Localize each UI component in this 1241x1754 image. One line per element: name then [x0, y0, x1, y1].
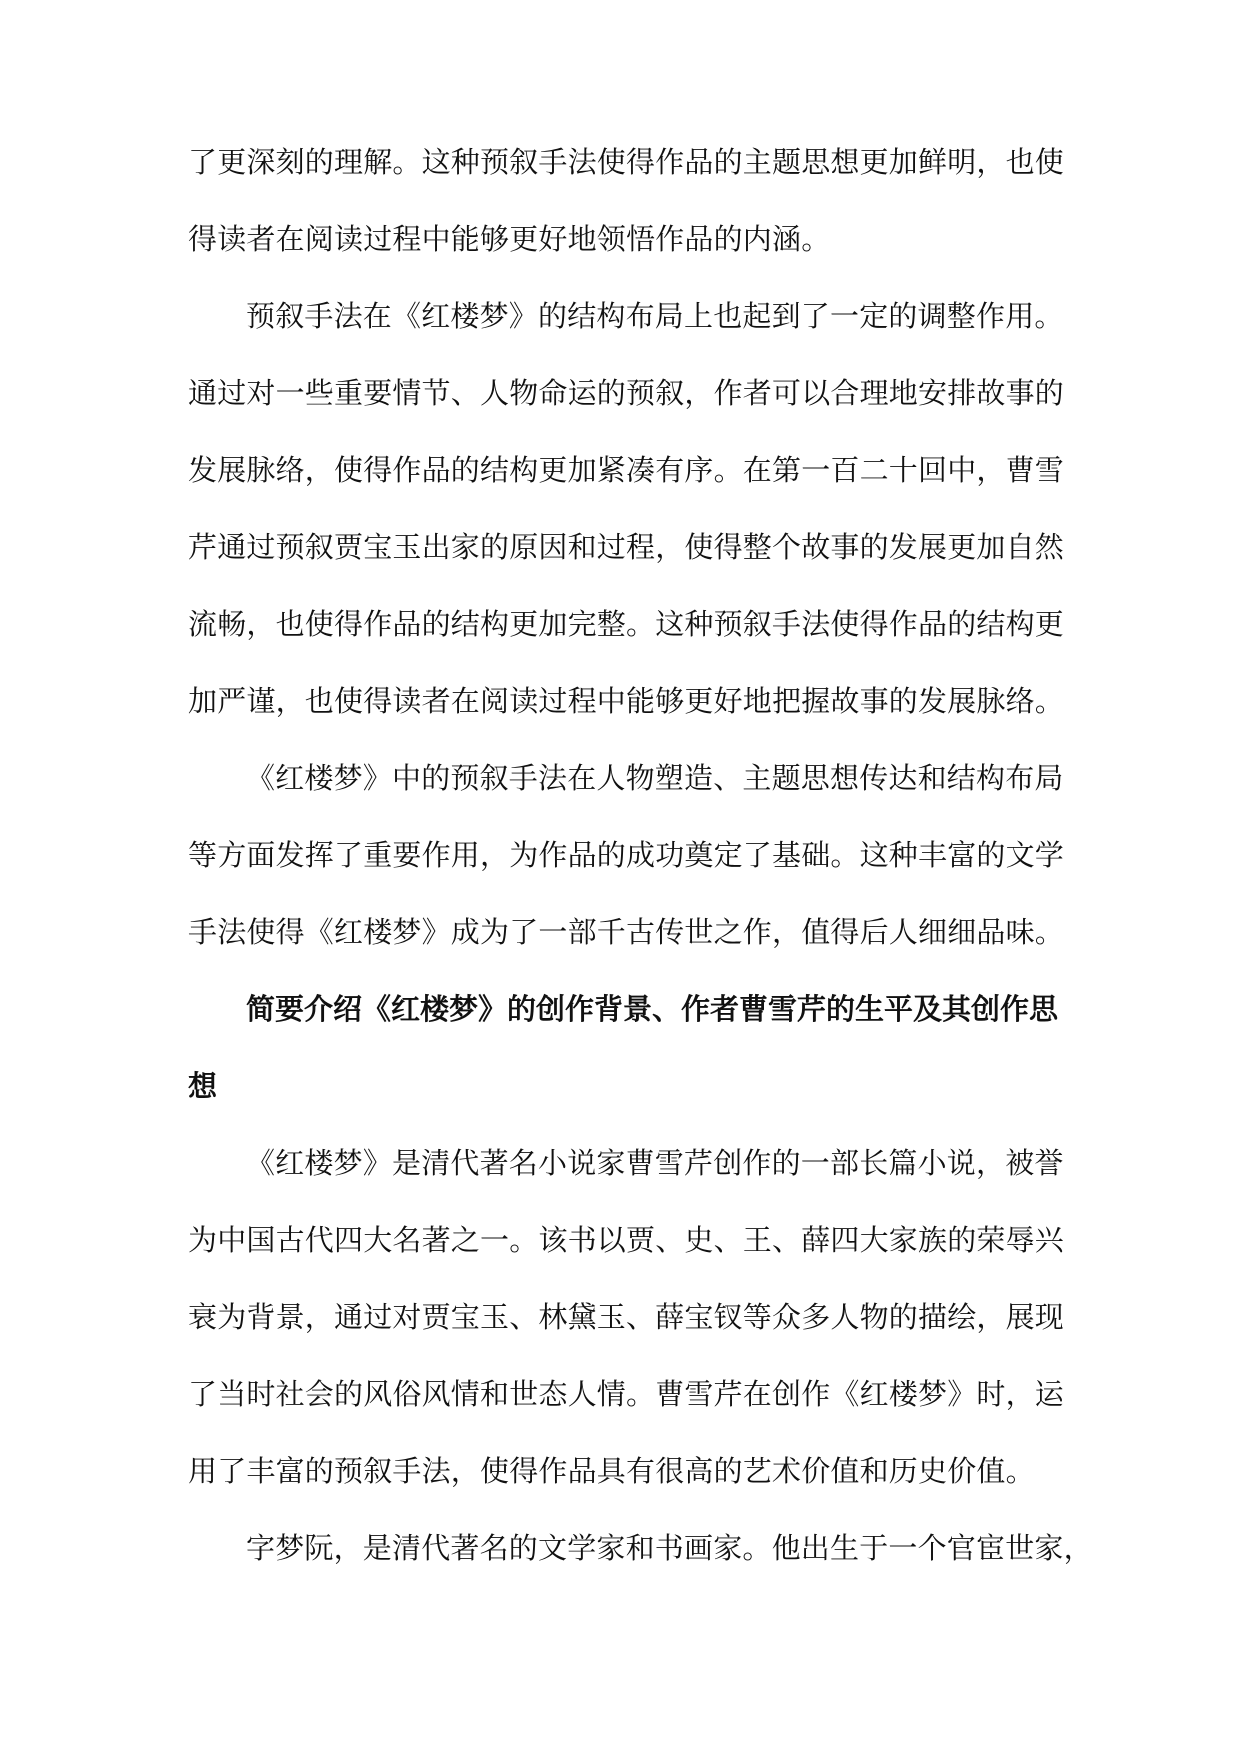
paragraph-line: 得读者在阅读过程中能够更好地领悟作品的内涵。 [188, 222, 831, 256]
paragraph-line: 字梦阮，是清代著名的文学家和书画家。他出生于一个官宦世家， [246, 1531, 1093, 1565]
paragraph-line: 《红楼梦》是清代著名小说家曹雪芹创作的一部长篇小说，被誉 [246, 1146, 1064, 1180]
paragraph-line: 发展脉络，使得作品的结构更加紧凑有序。在第一百二十回中，曹雪 [188, 453, 1065, 487]
paragraph-line: 流畅，也使得作品的结构更加完整。这种预叙手法使得作品的结构更 [188, 607, 1065, 641]
paragraph-line: 预叙手法在《红楼梦》的结构布局上也起到了一定的调整作用。 [246, 299, 1064, 333]
paragraph-line: 为中国古代四大名著之一。该书以贾、史、王、薛四大家族的荣辱兴 [188, 1223, 1065, 1257]
section-heading-continuation: 想 [188, 1069, 218, 1103]
paragraph-line: 用了丰富的预叙手法，使得作品具有很高的艺术价值和历史价值。 [188, 1454, 1035, 1488]
paragraph-line: 了更深刻的理解。这种预叙手法使得作品的主题思想更加鲜明，也使 [188, 145, 1065, 179]
paragraph-line: 通过对一些重要情节、人物命运的预叙，作者可以合理地安排故事的 [188, 376, 1065, 410]
paragraph-line: 等方面发挥了重要作用，为作品的成功奠定了基础。这种丰富的文学 [188, 838, 1065, 872]
paragraph-line: 了当时社会的风俗风情和世态人情。曹雪芹在创作《红楼梦》时，运 [188, 1377, 1065, 1411]
document-body [188, 138, 1093, 1601]
paragraph-line: 《红楼梦》中的预叙手法在人物塑造、主题思想传达和结构布局 [246, 761, 1064, 795]
paragraph-line: 手法使得《红楼梦》成为了一部千古传世之作，值得后人细细品味。 [188, 915, 1065, 949]
section-heading: 简要介绍《红楼梦》的创作背景、作者曹雪芹的生平及其创作思 [246, 992, 1059, 1026]
paragraph-line: 芹通过预叙贾宝玉出家的原因和过程，使得整个故事的发展更加自然 [188, 530, 1065, 564]
paragraph-line: 加严谨，也使得读者在阅读过程中能够更好地把握故事的发展脉络。 [188, 684, 1065, 718]
paragraph-line: 衰为背景，通过对贾宝玉、林黛玉、薛宝钗等众多人物的描绘，展现 [188, 1300, 1065, 1334]
